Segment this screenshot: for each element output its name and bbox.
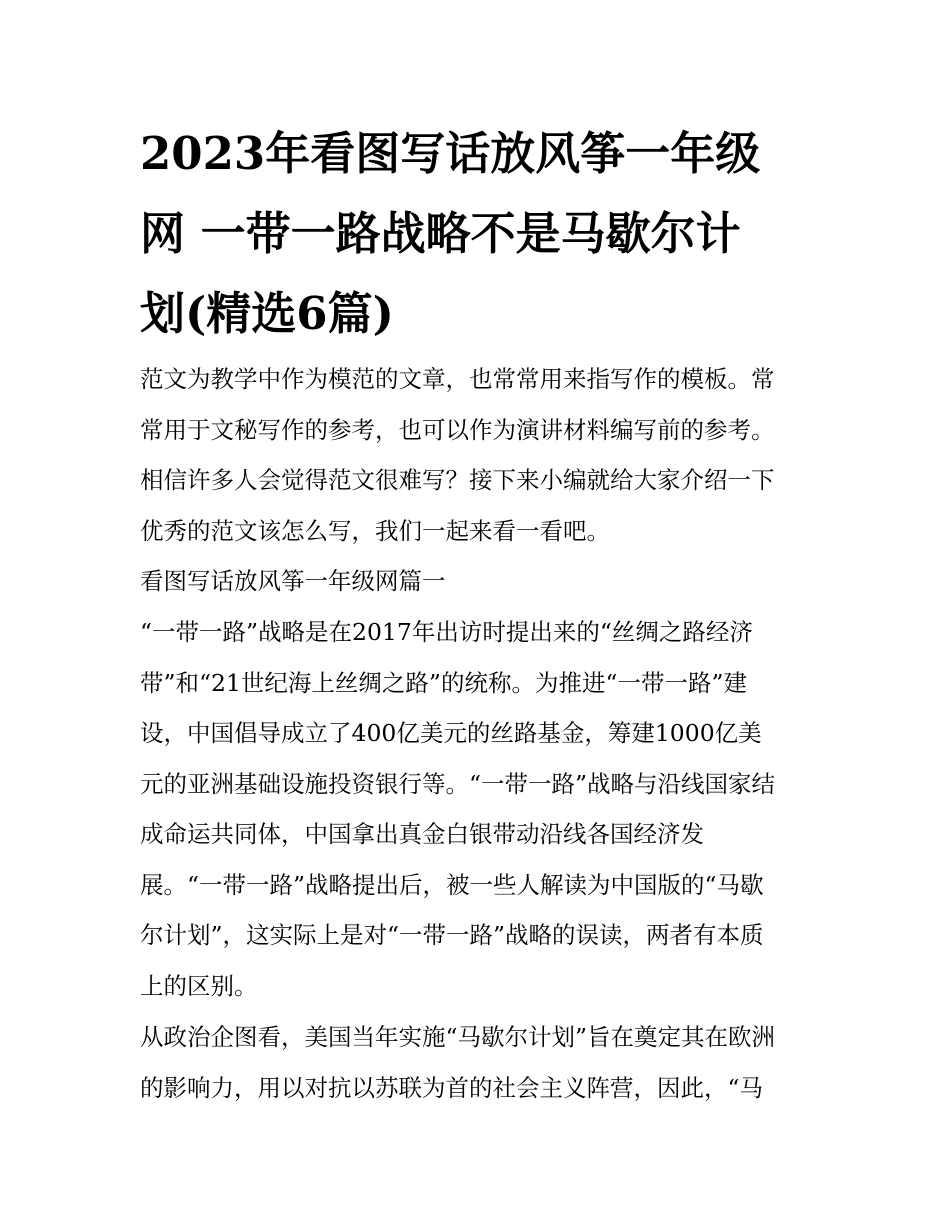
intro-line-2: 常用于文秘写作的参考，也可以作为演讲材料编写前的参考。: [140, 415, 775, 444]
intro-line-4: 优秀的范文该怎么写，我们一起来看一看吧。: [140, 516, 610, 545]
intro-line-1: 范文为教学中作为模范的文章，也常常用来指写作的模板。常: [140, 365, 775, 393]
section-heading-text: 看图写话放风筝一年级网篇一: [140, 567, 446, 595]
paragraph-one-line-8: 上的区别。: [140, 971, 258, 1000]
title-line-3: 划(精选6篇): [140, 287, 394, 340]
title-line-1: 2023年看图写话放风筝一年级: [140, 127, 761, 180]
paragraph-one-line-3: 设，中国倡导成立了400亿美元的丝路基金，筹建1000亿美: [140, 719, 762, 747]
paragraph-one-line-6: 展。“一带一路”战略提出后，被一些人解读为中国版的“马歇: [140, 870, 764, 899]
section-heading: [140, 556, 820, 607]
intro-paragraph: [140, 354, 820, 556]
paragraph-two: [140, 1012, 820, 1113]
paragraph-one-line-4: 元的亚洲基础设施投资银行等。“一带一路”战略与沿线国家结: [140, 769, 776, 798]
paragraph-one-line-5: 成命运共同体，中国拿出真金白银带动沿线各国经济发: [140, 820, 704, 848]
paragraph-two-line-2: 的影响力，用以对抗以苏联为首的社会主义阵营，因此，“马: [140, 1073, 764, 1102]
paragraph-one: [140, 607, 820, 1011]
paragraph-one-line-2: 带”和“21世纪海上丝绸之路”的统称。为推进“一带一路”建: [140, 668, 747, 697]
intro-line-3: 相信许多人会觉得范文很难写？接下来小编就给大家介绍一下: [140, 466, 775, 494]
document-title: [140, 114, 820, 354]
paragraph-two-line-1: 从政治企图看，美国当年实施“马歇尔计划”旨在奠定其在欧洲: [140, 1023, 776, 1051]
paragraph-one-line-1: “一带一路”战略是在2017年出访时提出来的“丝绸之路经济: [140, 618, 753, 646]
paragraph-one-line-7: 尔计划”，这实际上是对“一带一路”战略的误读，两者有本质: [140, 921, 764, 949]
title-line-2: 网 一带一路战略不是马歇尔计: [140, 207, 741, 260]
